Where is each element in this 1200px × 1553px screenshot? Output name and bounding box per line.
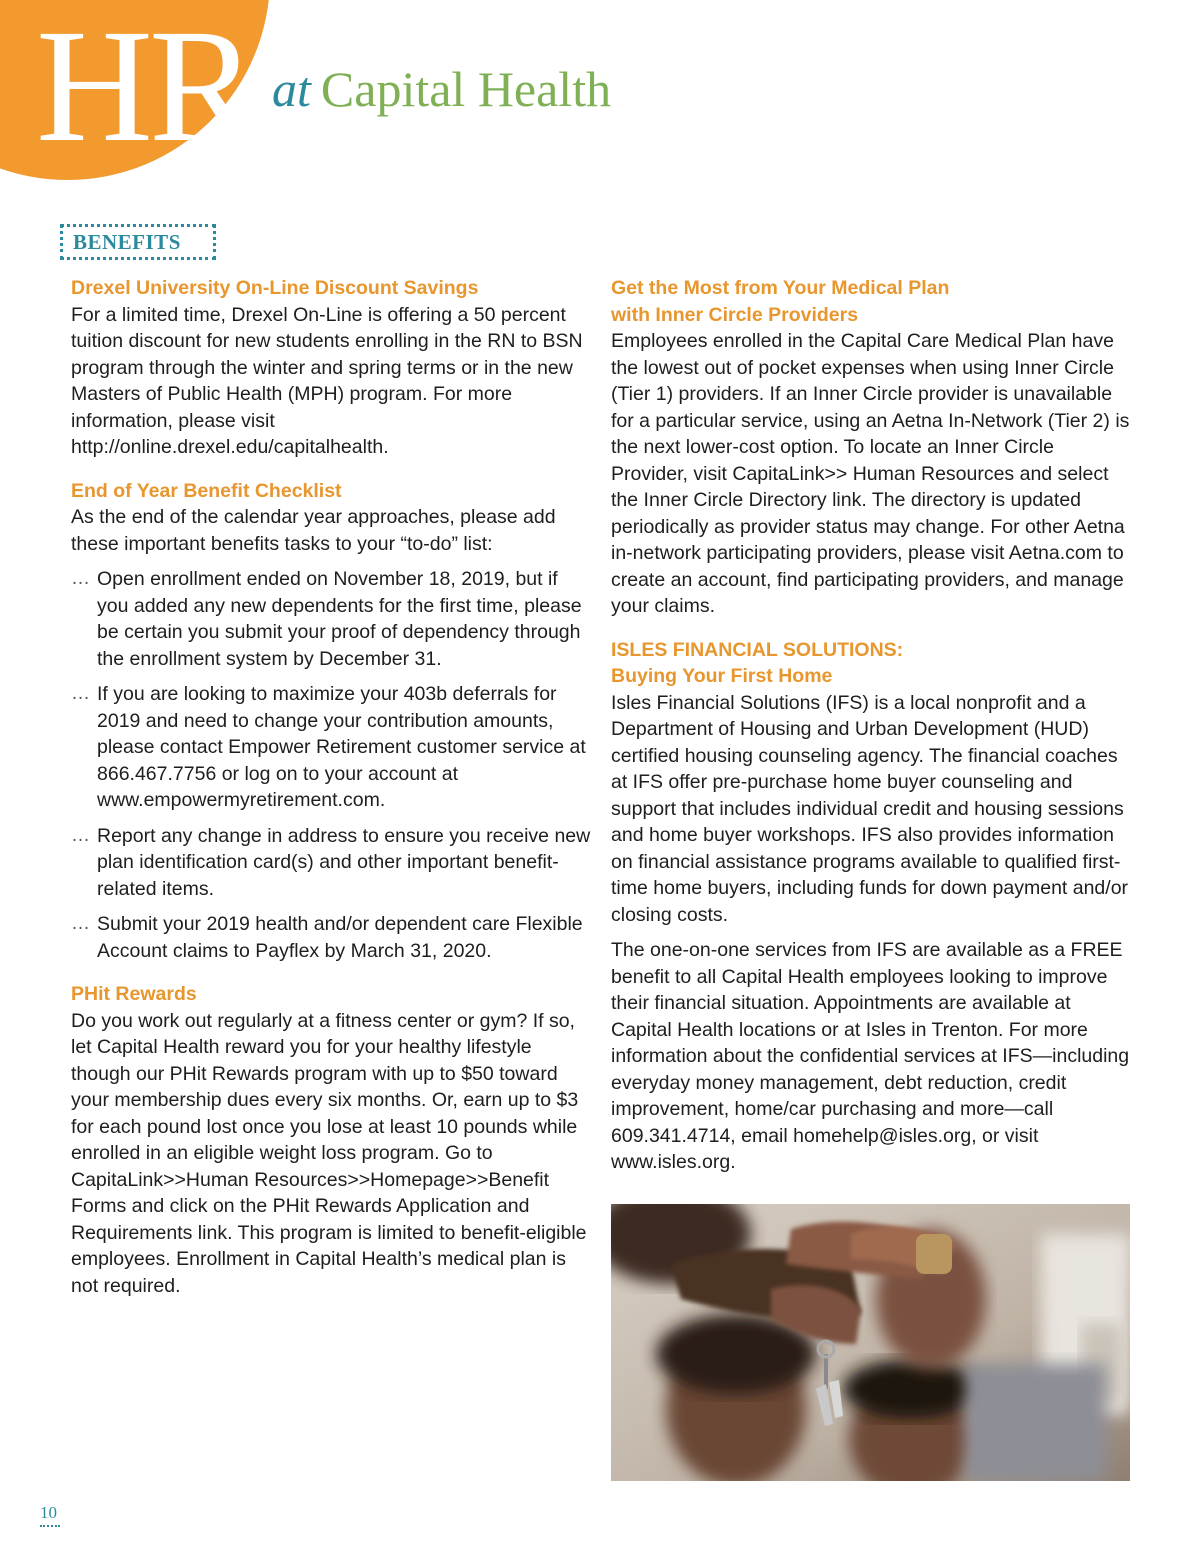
isles-heading-line2: Buying Your First Home (611, 665, 833, 687)
masthead-title (272, 60, 611, 118)
isles-heading-line1: ISLES FINANCIAL SOLUTIONS: (611, 638, 904, 661)
section-tag-benefits: BENEFITS (60, 224, 216, 260)
masthead-at: at (272, 61, 311, 117)
drexel-body: For a limited time, Drexel On-Line is offering a 50 percent tuition discount for new students enrolling in the RN to BSN program through the winter and spring terms or in the new Masters of Public Health (MPH) program. For more information, please visit http://online.drexel.edu/capitalhealth. (71, 303, 583, 458)
right-column (611, 275, 1131, 1176)
checklist-intro: As the end of the calendar year approaches, please add these important benefits tasks to your “to-do” list: (71, 506, 556, 555)
checklist-item-text: Report any change in address to ensure you receive new plan identification card(s) and other important benefit-related items. (97, 824, 591, 900)
medical-body: Employees enrolled in the Capital Care Medical Plan have the lowest out of pocket expenses when using Inner Circle (Tier 1) providers. If an Inner Circle provider is unavailable for a particular service, using an Aetna In-Network (Tier 2) is the next lower-cost option. To locate an Inner Circle Provider, visit CapitaLink>> Human Resources and select the Inner Circle Directory link. The directory is updated periodically as provider status may change. For other Aetna in-network participating providers, please visit Aetna.com to create an account, find participating providers, and manage your claims. (611, 330, 1130, 617)
checklist-item-text: Open enrollment ended on November 18, 2019, but if you added any new dependents for the first time, please be certain you submit your proof of dependency through the enrollment system by December 31. (97, 568, 582, 670)
bullet-marker: … (71, 683, 90, 704)
masthead-title-text: Capital Health (320, 61, 612, 117)
masthead-hr-logo: HR (36, 0, 254, 176)
article-drexel (71, 275, 591, 461)
phit-body: Do you work out regularly at a fitness center or gym? If so, let Capital Health reward you for your healthy lifestyle though our PHit Rewards program with up to $50 toward your membership dues every six months. Or, earn up to $3 for each pound lost once you lose at least 10 pounds while enrolled in an eligible weight loss program. Go to CapitaLink>>Human Resources>>Homepage>>Benefit Forms and click on the PHit Rewards Application and Requirements link. This program is limited to benefit-eligible employees. Enrollment in Capital Health’s medical plan is not required. (71, 1009, 587, 1297)
bullet-marker: … (71, 824, 90, 846)
family-keys-photo (611, 1204, 1130, 1481)
page-number-decoration (40, 1525, 60, 1529)
checklist-item-text: Submit your 2019 health and/or dependent care Flexible Account claims to Payflex by March 31, 2020. (97, 913, 583, 962)
checklist-item-text: If you are looking to maximize your 403b deferrals for 2019 and need to change your contribution amounts, please contact Empower Retirement customer service at 866.467.7756 or log on to your account at www.empowermyretirement.com. (97, 683, 586, 811)
checklist-heading: End of Year Benefit Checklist (71, 479, 342, 502)
checklist-item (71, 566, 591, 672)
article-phit (71, 981, 591, 1299)
medical-heading-line2: with Inner Circle Providers (611, 303, 859, 326)
drexel-heading: Drexel University On-Line Discount Savings (71, 277, 479, 299)
article-medical (611, 275, 1131, 620)
checklist-item (71, 681, 591, 814)
page-number: 10 (40, 1503, 57, 1522)
checklist-item (71, 911, 591, 964)
article-isles (611, 637, 1131, 1176)
checklist-item (71, 823, 591, 903)
article-checklist (71, 478, 591, 965)
bullet-marker: … (71, 568, 90, 589)
bullet-marker: … (71, 913, 90, 934)
isles-body-2: The one-on-one services from IFS are available as a FREE benefit to all Capital Health employees looking to improve their financial situation. Appointments are available at Capital Health locations or at Isles in Trenton. For more information about the confidential services at IFS—including everyday money management, debt reduction, credit improvement, home/car purchasing and more—call 609.341.4714, email homehelp@isles.org, or visit www.isles.org. (611, 939, 1130, 1173)
left-column (71, 275, 591, 1299)
medical-heading-line1: Get the Most from Your Medical Plan (611, 277, 950, 299)
isles-body-1: Isles Financial Solutions (IFS) is a local nonprofit and a Department of Housing and Urban Development (HUD) certified housing counseling agency. The financial coaches at IFS offer pre-purchase home buyer counseling and support that includes individual credit and housing sessions and home buyer workshops. IFS also provides information on financial assistance programs available to qualified first-time home buyers, including funds for down payment and/or closing costs. (611, 691, 1129, 926)
phit-heading: PHit Rewards (71, 983, 197, 1005)
